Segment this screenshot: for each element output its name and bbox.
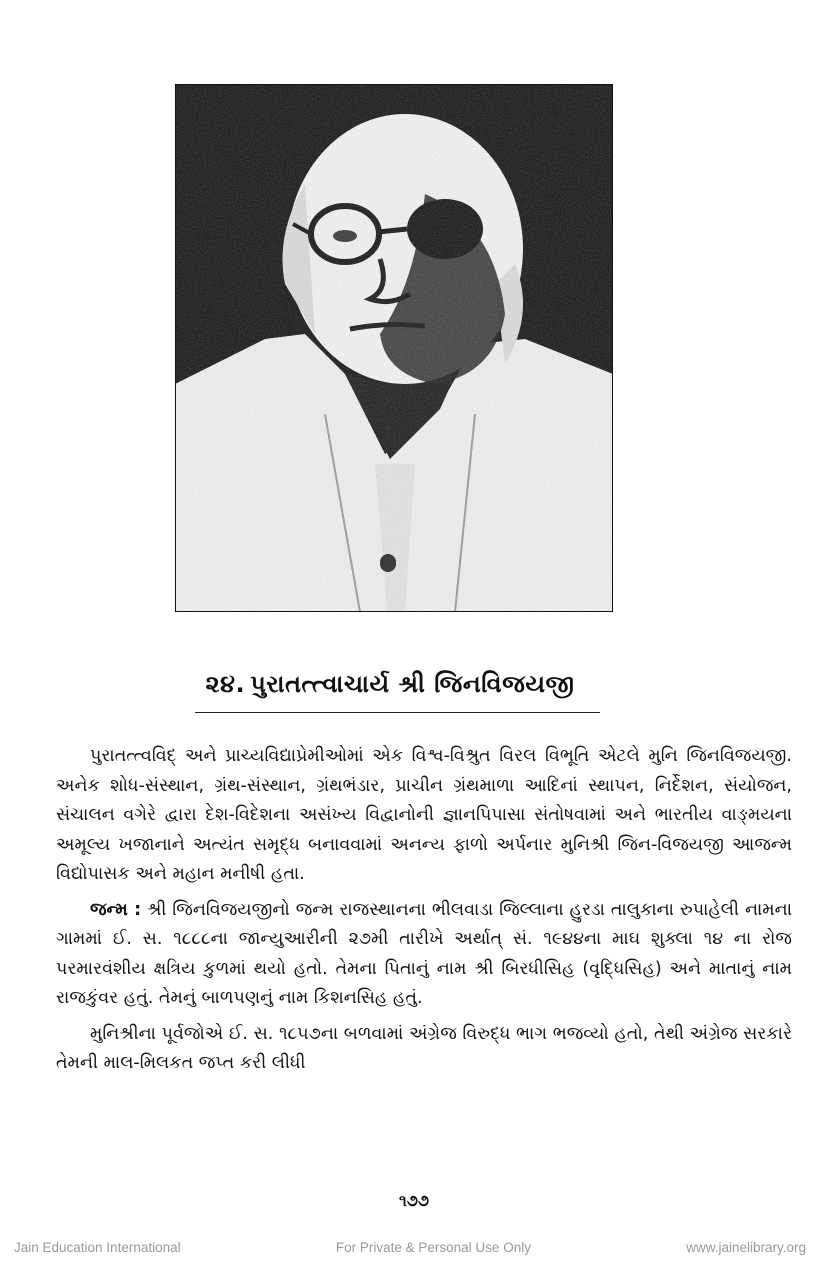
heading-underline xyxy=(195,712,600,713)
footer-website: www.jainelibrary.org xyxy=(686,1240,806,1255)
paragraph-text: પુરાતત્ત્વવિદ્ અને પ્રાચ્યવિદ્યાપ્રેમીઓમાં એક વિશ્વ-વિશ્રુત વિરલ વિભૂતિ એટલે મુનિ જિનવિજયજી. અનેક શોધ-સંસ્થાન, ગ્રંથ-સંસ્થાન, ગ્રંથભંડાર, પ્રાચીન ગ્રંથમાળા આદિનાં સ્થાપન, નિર્દેશન, સંયોજન, સંચાલન વગેરે દ્વારા દેશ-વિદેશના અસંખ્ય વિદ્વાનોની જ્ઞાનપિપાસા સંતોષવામાં અને ભારતીય વાઙ્મયના અમૂલ્ય ખજાનાને અત્યંત સમૃદ્ધ બનાવવામાં અનન્ય ફાળો અર્પનાર મુનિશ્રી જિન-વિજયજી આજન્મ વિદ્યોપાસક અને મહાન મનીષી હતા. xyxy=(56,746,792,884)
page-number: ૧૭૭ xyxy=(398,1191,430,1210)
paragraph-text: મુનિશ્રીના પૂર્વજોએ ઈ. સ. ૧૮૫૭ના બળવામાં અંગ્રેજ વિરુદ્ધ ભાગ ભજવ્યો હતો, તેથી અંગ્રેજ સરકારે તેમની માલ-મિલકત જપ્ત કરી લીધી xyxy=(56,1023,792,1073)
paragraph-ancestors xyxy=(56,1020,792,1079)
portrait-image xyxy=(175,84,613,612)
paragraph-birth xyxy=(56,896,792,1014)
chapter-number: ૨૪. xyxy=(205,670,246,698)
paragraph-lead-birth: જન્મ : xyxy=(90,899,142,920)
footer xyxy=(14,1240,806,1255)
footer-publisher: Jain Education International xyxy=(14,1240,181,1255)
chapter-heading xyxy=(180,670,600,698)
portrait-photo xyxy=(175,84,613,612)
paragraph-text: શ્રી જિનવિજયજીનો જન્મ રાજસ્થાનના ભીલવાડા જિલ્લાના હુરડા તાલુકાના રુપાહેલી નામના ગામમાં ઈ. સ. ૧૮૮૮ના જાન્યુઆરીની ૨૭મી તારીખે અર્થાત્ સં. ૧૯૪૪ના માઘ શુક્લા ૧૪ ના રોજ પરમારવંશીય ક્ષત્રિય કુળમાં થયો હતો. તેમના પિતાનું નામ શ્રી બિરધીસિહ (વૃદ્ધિસિહ) અને માતાનું નામ રાજકુંવર હતું. તેમનું બાળપણનું નામ કિશનસિહ હતું. xyxy=(56,899,792,1008)
footer-usage-notice: For Private & Personal Use Only xyxy=(335,1240,531,1255)
article-body xyxy=(56,742,792,1085)
paragraph-intro xyxy=(56,742,792,890)
chapter-title: પુરાતત્ત્વાચાર્ય શ્રી જિનવિજયજી xyxy=(250,670,575,698)
